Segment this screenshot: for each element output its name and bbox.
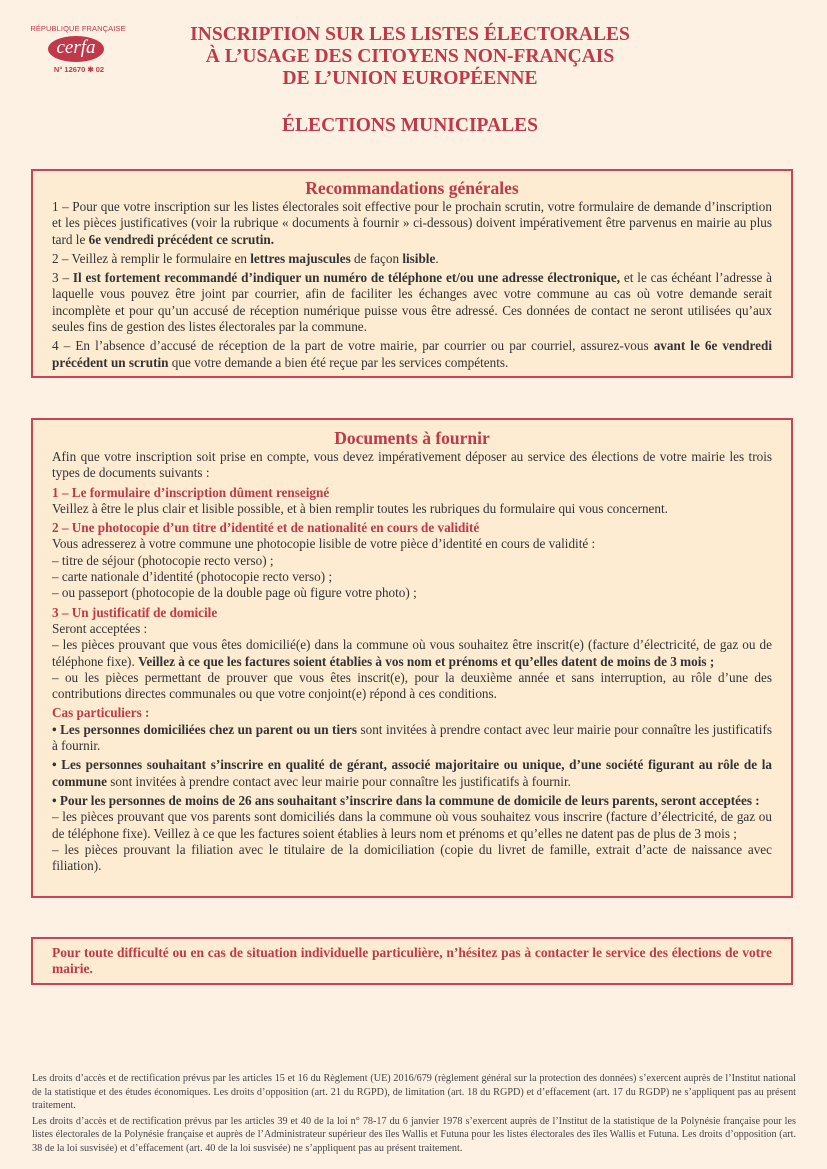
republique-label: RÉPUBLIQUE FRANÇAISE (30, 24, 126, 33)
cerfa-logo: cerfa (48, 36, 104, 62)
page-subtitle: ÉLECTIONS MUNICIPALES (282, 115, 538, 136)
notice-text: Pour toute difficulté ou en cas de situation individuelle particulière, n’hésitez pas à contacter le service des élections de votre mairie. (52, 945, 772, 977)
section-2-title: 2 – Une photocopie d’un titre d’identité et de nationalité en cours de validité (52, 520, 480, 536)
section-1-title: 1 – Le formulaire d’inscription dûment renseigné (52, 484, 330, 500)
title-line-3: DE L’UNION EUROPÉENNE (282, 68, 538, 89)
notice-box (31, 937, 793, 985)
documents-title: Documents à fournir (334, 428, 490, 448)
documents-intro: Afin que votre inscription soit prise en compte, vous devez impérativement déposer au service des élections de votre mairie les trois types de documents suivants : (52, 449, 772, 481)
cas-1: • Les personnes domiciliées chez un parent ou un tiers sont invitées à prendre contact avec leur mairie pour connaître les justificatifs à fournir. (52, 721, 772, 754)
cerfa-logo-block (30, 24, 130, 74)
documents-box (31, 418, 793, 898)
recommandation-3: 3 – Il est fortement recommandé d’indiquer un numéro de téléphone et/ou une adresse électronique, et le cas échéant l’adresse à laquelle vous pouvez être joint par courrier, afin de faciliter les échanges avec votre commune au cas où votre demande serait incomplète et pour qu’un accusé de réception numérique puisse vous être adressé. Ces données de contact ne seront utilisées qu’aux seules fins de gestion des listes électorales par la commune. (52, 270, 773, 335)
title-line-2: À L’USAGE DES CITOYENS NON-FRANÇAIS (205, 46, 615, 67)
recommandation-1: 1 – Pour que votre inscription sur les listes électorales soit effective pour le prochain scrutin, votre formulaire de demande d’inscription et les pièces justificatives (voir la rubrique « documents à fournir » ci-dessous) doivent impérativement être parvenus en mairie au plus tard le 6e vendredi précédent ce scrutin. (52, 199, 772, 247)
list-item: – ou passeport (photocopie de la double page où figure votre photo) ; (52, 585, 417, 601)
section-3-item-2: – ou les pièces permettant de prouver que vous êtes inscrit(e), pour la deuxième année et sans interruption, au rôle d’une des contributions directes communales ou que votre conjoint(e) répond à ces conditions. (52, 669, 772, 702)
cas-3-item-1: – les pièces prouvant que vos parents sont domiciliés dans la commune où vous souhaitez vous inscrire (facture d’électricité, de gaz ou de téléphone fixe). Veillez à ce que les factures soient établies à leurs nom et prénoms et qu’elles ne datent pas de plus de 3 mois ; (52, 809, 772, 841)
footer-paragraph-1: Les droits d’accès et de rectification prévus par les articles 15 et 16 du Règlement (UE) 2016/679 (règlement général sur la protection des données) s’exercent auprès de l’Institut national de la statistique et des études économiques. Les droits d’opposition (art. 21 du RGPD), de limitation (art. 18 du RGPD) et d’effacement (art. 17 du RGDP) ne s’appliquent pas au présent traitement. (32, 1073, 796, 1112)
recommandations-box (31, 169, 793, 378)
section-3-item-1: – les pièces prouvant que vous êtes domicilié(e) dans la commune où vous souhaitez être inscrit(e) (facture d’électricité, de gaz ou de téléphone fixe). Veillez à ce que les factures soient établies à vos nom et prénoms et qu’elles datent de moins de 3 mois ; (52, 637, 772, 669)
cas-2: • Les personnes souhaitant s’inscrire en qualité de gérant, associé majoritaire ou unique, d’une société figurant au rôle de la commune sont invitées à prendre contact avec leur mairie pour connaître les justificatifs à fournir. (52, 757, 772, 789)
cas-3-title: • Pour les personnes de moins de 26 ans souhaitant s’inscrire dans la commune de domicile de leurs parents, seront acceptées : (52, 792, 760, 808)
cas-particuliers-title: Cas particuliers : (52, 705, 150, 721)
recommandations-title: Recommandations générales (305, 178, 519, 198)
section-3-title: 3 – Un justificatif de domicile (52, 604, 218, 620)
footer-legal (32, 1072, 796, 1156)
cerfa-number: N° 12670 ✱ 02 (53, 65, 105, 74)
section-3-intro: Seront acceptées : (52, 620, 148, 636)
section-2-text: Vous adresserez à votre commune une photocopie lisible de votre pièce d’identité en cours de validité : (52, 536, 596, 552)
recommandation-4: 4 – En l’absence d’accusé de réception de la part de votre mairie, par courrier ou par courriel, assurez-vous avant le 6e vendredi précédent un scrutin que votre demande a bien été reçue par les services compétents. (52, 338, 772, 370)
page-title (160, 24, 660, 90)
cas-3-item-2: – les pièces prouvant la filiation avec le titulaire de la domiciliation (copie du livret de famille, extrait d’acte de naissance avec filiation). (52, 841, 772, 874)
section-1-text: Veillez à être le plus clair et lisible possible, et à bien remplir toutes les rubriques du formulaire qui vous concernent. (52, 500, 668, 516)
list-item: – carte nationale d’identité (photocopie recto verso) ; (52, 569, 333, 585)
recommandation-2: 2 – Veillez à remplir le formulaire en lettres majuscules de façon lisible. (52, 250, 439, 266)
title-line-1: INSCRIPTION SUR LES LISTES ÉLECTORALES (190, 24, 630, 45)
footer-paragraph-2: Les droits d’accès et de rectification prévus par les articles 39 et 40 de la loi n° 78-17 du 6 janvier 1978 s’exercent auprès de l’Institut de la statistique de la Polynésie française pour les listes électorales de la Polynésie française et auprès de l’Administrateur supérieur des îles Wallis et Futuna pour les listes électorales des îles Wallis et Futuna. Les droits d’opposition (art. 38 de la loi susvisée) et d’effacement (art. 40 de la loi susvisée) ne s’appliquent pas au présent traitement. (32, 1115, 796, 1154)
list-item: – titre de séjour (photocopie recto verso) ; (52, 552, 274, 568)
